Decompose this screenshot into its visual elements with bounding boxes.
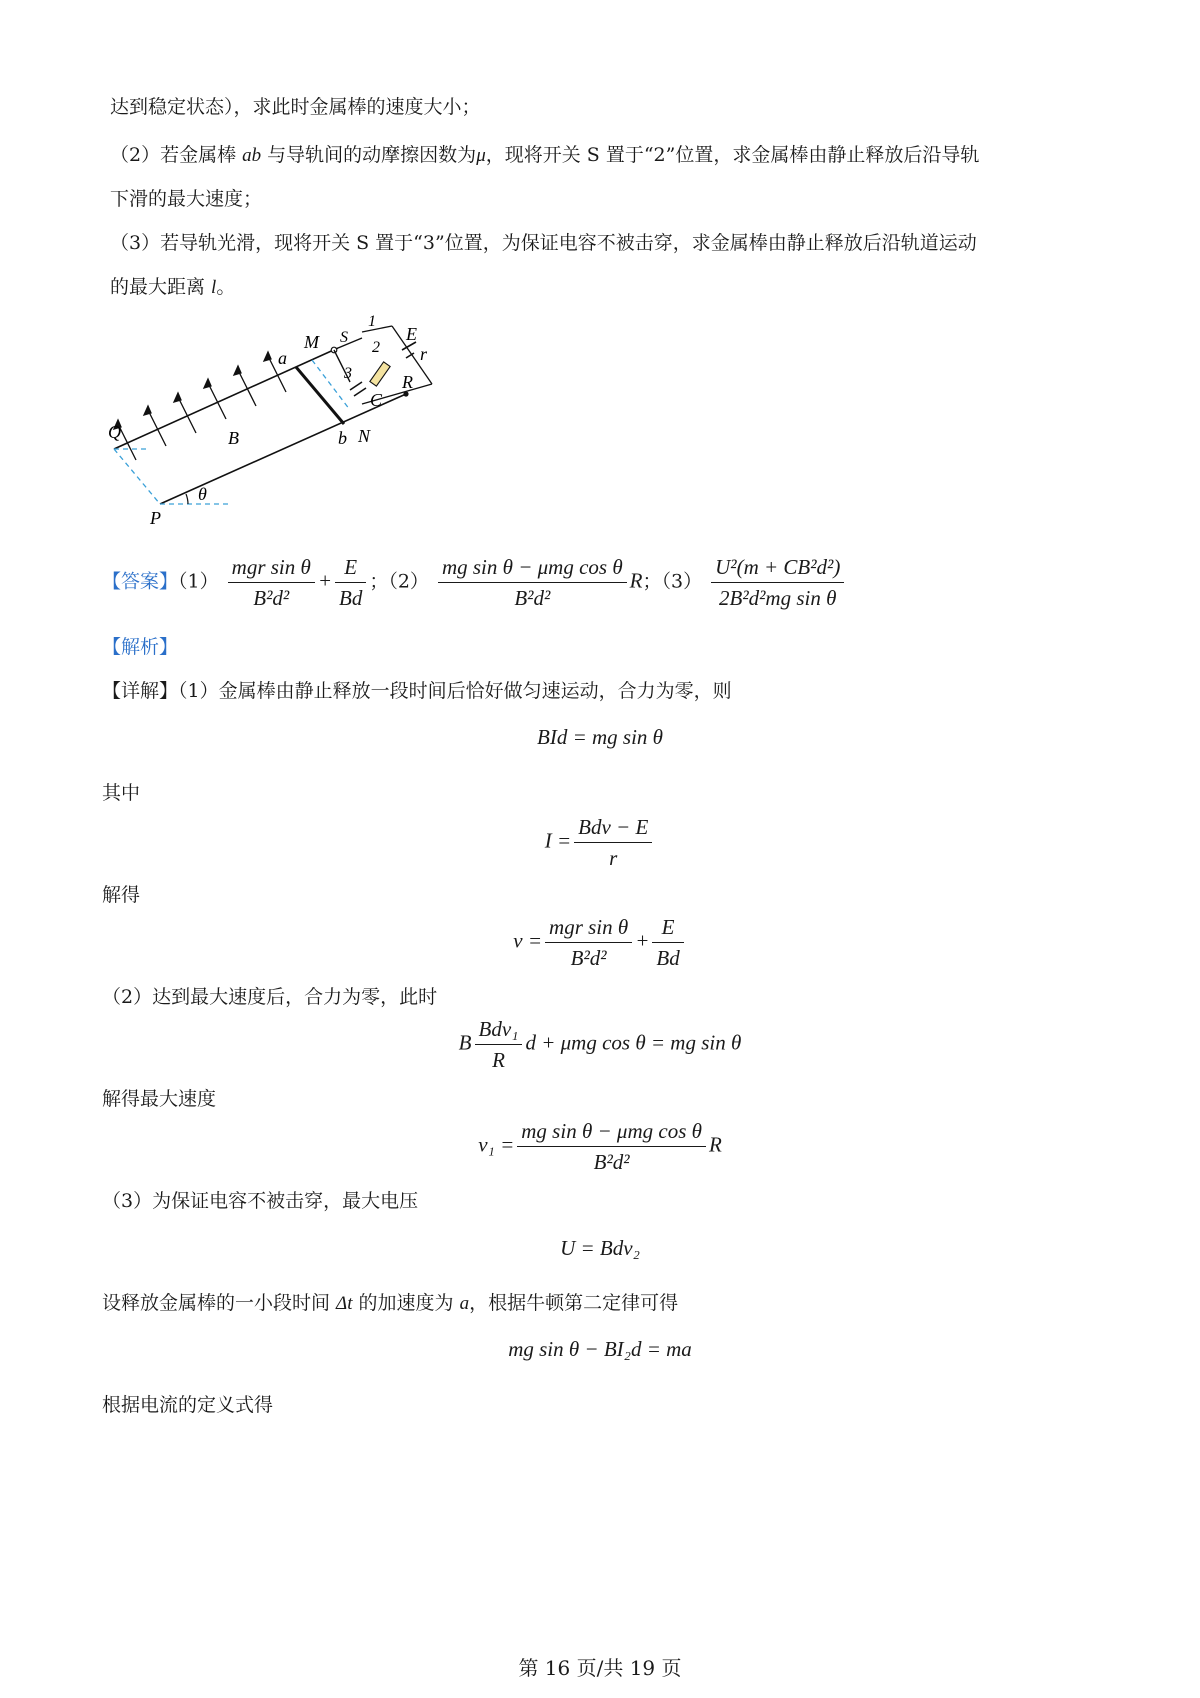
label-R: R [402,372,413,392]
answer-3-num: U²(m + CB²d²) [711,552,844,583]
eq4-pre: B [458,1030,472,1055]
eq3-fraction-b [652,912,683,973]
answer-tag: 【答案】 [102,570,179,593]
answer-3-fraction [711,552,844,613]
eq2-lhs: I = [544,828,572,853]
eq3-lhs: v = [513,928,543,953]
equation-3 [0,912,1200,973]
equation-4 [0,1014,1200,1075]
label-2: 2 [372,339,380,356]
eq3-plus: + [635,928,650,953]
q3-l: l [211,277,217,298]
eq4-num: Bdv₁ [475,1014,523,1045]
answer-part-3: ；（3） [642,570,703,593]
detail-line [102,676,732,703]
label-S: S [340,329,348,346]
eq5-den: B²d² [593,1150,630,1174]
eq5-lhs: v₁ = [478,1132,515,1157]
contact-1-wire [362,326,392,332]
junction-dot [403,391,408,396]
label-r: r [420,344,428,364]
question-2-line-1 [110,140,979,167]
label-3: 3 [344,365,352,382]
eq3-num: mgr sin θ [545,912,632,943]
q2-mu: μ [476,145,486,166]
bottom-rail [160,394,406,504]
eq4-fraction [475,1014,523,1075]
capacitor-plate-1 [350,382,362,390]
eq2-fraction [574,812,652,873]
eq3-den: B²d² [570,946,607,970]
equation-7: mg sin θ − BI₂d = ma [508,1337,692,1361]
accel-mid: 的加速度为 [352,1292,460,1314]
label-E: E [406,324,417,344]
answer-3-den: 2B²d²mg sin θ [719,586,837,610]
eq5-num: mg sin θ − μmg cos θ [517,1116,706,1147]
label-N: N [358,426,371,446]
text-acceleration [102,1288,678,1315]
q2-mid: 与导轨间的动摩擦因数为 [261,144,477,166]
answer-2-den: B²d² [514,586,551,610]
eq3-den2: Bd [656,946,680,970]
text-jiede: 解得 [102,884,141,906]
q2-rest: ，现将开关 S 置于“2”位置，求金属棒由静止释放后沿导轨 [485,144,980,166]
eq2-num: Bdv − E [574,812,652,843]
circuit-diagram [100,312,460,532]
answer-1b-den: Bd [339,586,363,610]
question-2-line-2: 下滑的最大速度； [110,188,263,210]
text-max-speed: 解得最大速度 [102,1088,217,1110]
answer-1-plus: + [317,568,332,593]
equation-1: BId = mg sin θ [537,725,663,749]
text-qizhong: 其中 [102,782,141,804]
q3-prefix: 的最大距离 [110,276,212,298]
text-q3-intro: （3）为保证电容不被击穿，最大电压 [102,1190,419,1212]
equation-2 [0,812,1200,873]
magnetic-field-arrows [114,352,286,460]
metal-bar-ab [296,367,344,424]
answer-1-fraction-a [228,552,315,613]
answer-1-den: B²d² [253,586,290,610]
eq5-tail: R [708,1132,722,1157]
eq2-den: r [609,846,618,870]
label-Q: Q [108,422,121,442]
detail-tag: 【详解】 [102,680,179,702]
text-q2-intro: （2）达到最大速度后，合力为零，此时 [102,986,438,1008]
answer-1-fraction-b [335,552,366,613]
equation-6: U = Bdv₂ [560,1236,640,1260]
equation-5 [0,1116,1200,1177]
text-current-definition: 根据电流的定义式得 [102,1394,274,1416]
detail-text: （1）金属棒由静止释放一段时间后恰好做匀速运动，合力为零，则 [178,680,732,702]
accel-pre: 设释放金属棒的一小段时间 [102,1292,337,1314]
dashed-qp [114,449,160,504]
q3-suffix: 。 [216,276,236,298]
label-B: B [228,428,239,448]
label-theta: θ [198,484,207,504]
accel-post: ，根据牛顿第二定律可得 [469,1292,679,1314]
label-a: a [278,348,287,368]
top-rail [114,348,338,449]
eq3-num2: E [652,912,683,943]
accel-a: a [459,1293,470,1314]
q2-prefix: （2）若金属棒 [110,144,243,166]
eq4-post: d + μmg cos θ = mg sin θ [525,1030,742,1055]
answer-1-num: mgr sin θ [228,552,315,583]
question-1-ending: 达到稳定状态），求此时金属棒的速度大小； [110,96,481,118]
q2-ab: ab [242,145,262,166]
label-P: P [150,508,161,528]
label-b: b [338,428,347,448]
answer-1b-num: E [335,552,366,583]
capacitor-plate-2 [354,388,366,396]
question-3-line-1: （3）若导轨光滑，现将开关 S 置于“3”位置，为保证电容不被击穿，求金属棒由静止释放后沿轨道运动 [110,232,977,254]
answer-line [102,552,847,613]
answer-part-1: （1） [178,570,219,593]
question-3-line-2 [110,272,235,299]
eq5-fraction [517,1116,706,1177]
accel-dt: Δt [336,1293,353,1314]
answer-2-tail: R [629,568,643,593]
page-footer: 第 16 页/共 19 页 [518,1656,682,1680]
eq4-den: R [492,1048,505,1072]
theta-arc [186,494,188,504]
answer-2-num: mg sin θ − μmg cos θ [438,552,627,583]
label-C: C [370,390,383,410]
answer-2-fraction [438,552,627,613]
label-M: M [304,332,319,352]
label-1: 1 [368,313,376,330]
eq3-fraction-a [545,912,632,973]
resistor-r [370,362,390,386]
analysis-tag: 【解析】 [102,636,179,658]
answer-part-2: ；（2） [369,570,429,593]
